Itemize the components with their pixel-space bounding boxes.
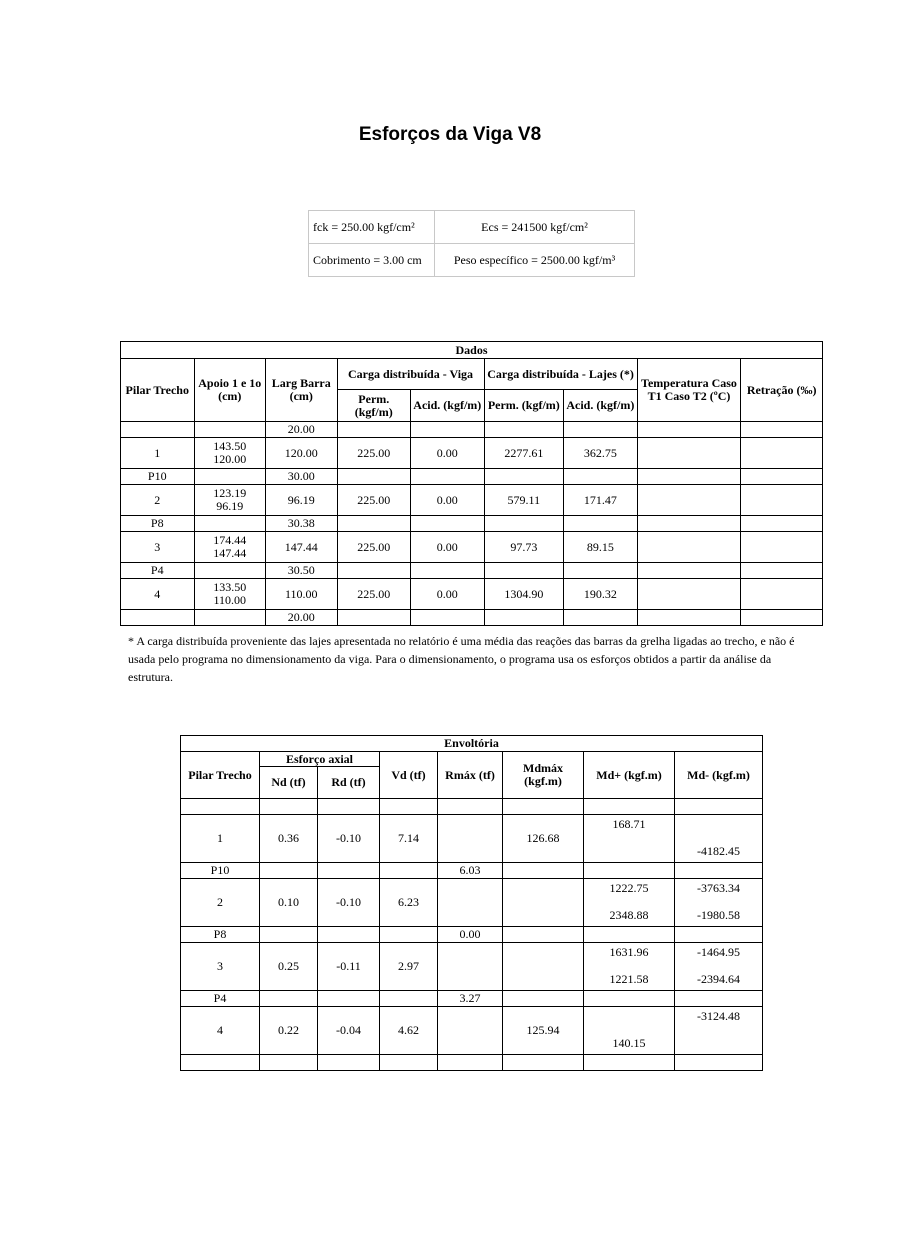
trecho-cell: 2 [181,879,260,927]
retracao-cell [741,438,823,469]
vd-cell: 7.14 [380,815,438,863]
mdmax-cell [503,943,584,991]
viga-perm-cell: 225.00 [337,438,411,469]
nd-cell [260,991,318,1007]
lajes-footnote: * A carga distribuída proveniente das lajes apresentada no relatório é uma média das reações das barras da grelha ligadas ao trecho, e não é usada pelo programa no dimensionamento da viga. Para o dimensionamento, o programa usa os esforços obtidos a partir da análise da estrutura. [128,634,795,684]
table-row [181,991,763,1007]
md-neg-cell [675,1007,763,1055]
rd-cell: -0.10 [318,879,380,927]
empty-cell [564,516,638,532]
table-row [181,927,763,943]
table-row [181,815,763,863]
rmax-cell [438,879,503,927]
header-nd: Nd (tf) [260,767,318,799]
md-pos-bottom-value: 140.15 [612,1036,646,1050]
rmax-cell: 6.03 [438,863,503,879]
mdmax-cell [503,991,584,1007]
lajes-acid-cell: 171.47 [564,485,638,516]
empty-cell [484,469,564,485]
rd-cell [318,799,380,815]
empty-cell [741,610,823,626]
empty-cell [637,610,741,626]
table-row [181,1055,763,1071]
nd-cell: 0.36 [260,815,318,863]
apoio-cell [194,532,266,563]
empty-cell [637,516,741,532]
vd-cell: 2.97 [380,943,438,991]
viga-acid-cell: 0.00 [411,532,485,563]
table-row [181,943,763,991]
rd-cell [318,1055,380,1071]
temperatura-cell [637,579,741,610]
md-neg-cell [675,815,763,863]
md-neg-bottom-value: -1980.58 [697,908,740,922]
lajes-perm-cell: 579.11 [484,485,564,516]
table-row [121,563,823,579]
temperatura-cell [637,438,741,469]
md-pos-cell [584,879,675,927]
rmax-cell [438,799,503,815]
larg-barra-cell: 20.00 [266,610,338,626]
md-pos-cell [584,991,675,1007]
empty-cell [564,422,638,438]
vd-cell [380,799,438,815]
table-row [121,438,823,469]
empty-cell [411,610,485,626]
trecho-cell: 3 [181,943,260,991]
apoio-2-value: 110.00 [213,593,247,607]
header-lajes-perm: Perm. (kgf/m) [484,390,564,422]
table-row [121,485,823,516]
apoio-1-value: 174.44 [213,533,247,547]
md-neg-cell [675,991,763,1007]
md-neg-cell [675,1055,763,1071]
envoltoria-caption: Envoltória [181,736,763,752]
header-pilar-trecho: Pilar Trecho [121,359,195,422]
viga-acid-cell: 0.00 [411,438,485,469]
rmax-cell [438,815,503,863]
larg-barra-cell: 96.19 [266,485,338,516]
peso-especifico-cell: Peso específico = 2500.00 kgf/m³ [435,244,635,277]
rd-cell: -0.10 [318,815,380,863]
viga-perm-cell: 225.00 [337,485,411,516]
empty-cell [337,469,411,485]
trecho-cell: 1 [181,815,260,863]
header-md-neg: Md- (kgf.m) [675,752,763,799]
empty-cell [337,516,411,532]
md-pos-top-value: 168.71 [612,817,646,831]
table-row [121,532,823,563]
table-row [181,1007,763,1055]
nd-cell: 0.25 [260,943,318,991]
empty-cell [564,610,638,626]
empty-cell [411,516,485,532]
md-neg-bottom-value: -2394.64 [697,972,740,986]
empty-cell [741,563,823,579]
table-row [181,863,763,879]
header-pilar-trecho: Pilar Trecho [181,752,260,799]
vd-cell [380,863,438,879]
larg-barra-cell: 110.00 [266,579,338,610]
header-viga-acid: Acid. (kgf/m) [411,390,485,422]
apoio-1-value: 143.50 [213,439,247,453]
header-rmax: Rmáx (tf) [438,752,503,799]
header-mdmax: Mdmáx (kgf.m) [503,752,584,799]
nd-cell [260,927,318,943]
temperatura-cell [637,532,741,563]
empty-cell [741,516,823,532]
nd-cell [260,1055,318,1071]
md-pos-top-value: 1631.96 [609,945,649,959]
mdmax-cell: 126.68 [503,815,584,863]
header-carga-viga: Carga distribuída - Viga [337,359,484,390]
mdmax-cell [503,879,584,927]
vd-cell: 4.62 [380,1007,438,1055]
dados-caption: Dados [121,342,823,359]
md-neg-top-value: -1464.95 [697,945,740,959]
lajes-perm-cell: 2277.61 [484,438,564,469]
md-neg-cell [675,927,763,943]
apoio-1-value: 123.19 [213,486,247,500]
header-lajes-acid: Acid. (kgf/m) [564,390,638,422]
material-properties-table [308,210,635,277]
apoio-cell [194,438,266,469]
lajes-acid-cell: 362.75 [564,438,638,469]
header-rd: Rd (tf) [318,767,380,799]
empty-cell [337,422,411,438]
md-pos-cell [584,815,675,863]
apoio-cell [194,610,266,626]
md-pos-bottom-value: 2348.88 [609,908,649,922]
md-neg-cell [675,943,763,991]
rmax-cell: 0.00 [438,927,503,943]
vd-cell: 6.23 [380,879,438,927]
header-vd: Vd (tf) [380,752,438,799]
pilar-cell: P8 [121,516,195,532]
apoio-2-value: 120.00 [213,452,247,466]
empty-cell [411,422,485,438]
apoio-cell [194,485,266,516]
viga-acid-cell: 0.00 [411,485,485,516]
larg-barra-cell: 30.38 [266,516,338,532]
retracao-cell [741,579,823,610]
md-neg-bottom-value: -4182.45 [697,844,740,858]
empty-cell [564,469,638,485]
apoio-cell [194,469,266,485]
lajes-acid-cell: 190.32 [564,579,638,610]
empty-cell [564,563,638,579]
viga-perm-cell: 225.00 [337,579,411,610]
md-pos-bottom-value [584,845,674,862]
md-pos-cell [584,799,675,815]
vd-cell [380,927,438,943]
empty-cell [411,563,485,579]
md-pos-cell [584,1007,675,1055]
larg-barra-cell: 20.00 [266,422,338,438]
mdmax-cell: 125.94 [503,1007,584,1055]
nd-cell [260,799,318,815]
empty-cell [741,422,823,438]
lajes-perm-cell: 97.73 [484,532,564,563]
pilar-cell: P10 [181,863,260,879]
md-pos-cell [584,1055,675,1071]
larg-barra-cell: 120.00 [266,438,338,469]
md-pos-cell [584,943,675,991]
table-row [121,422,823,438]
md-neg-top-value: -3124.48 [697,1009,740,1023]
md-neg-cell [675,863,763,879]
table-row [121,579,823,610]
apoio-1-value: 133.50 [213,580,247,594]
header-md-pos: Md+ (kgf.m) [584,752,675,799]
viga-acid-cell: 0.00 [411,579,485,610]
nd-cell: 0.22 [260,1007,318,1055]
envoltoria-table [180,735,763,1071]
page-title: Esforços da Viga V8 [358,124,542,145]
empty-cell [484,516,564,532]
header-viga-perm: Perm. (kgf/m) [337,390,411,422]
header-apoio: Apoio 1 e 1o (cm) [194,359,266,422]
md-pos-cell [584,927,675,943]
trecho-cell: 4 [181,1007,260,1055]
header-temperatura: Temperatura Caso T1 Caso T2 (ºC) [637,359,741,422]
pilar-cell [121,610,195,626]
pilar-cell [121,422,195,438]
nd-cell: 0.10 [260,879,318,927]
larg-barra-cell: 30.50 [266,563,338,579]
rmax-cell: 3.27 [438,991,503,1007]
pilar-cell: P10 [121,469,195,485]
header-carga-lajes: Carga distribuída - Lajes (*) [484,359,637,390]
nd-cell [260,863,318,879]
pilar-cell [181,1055,260,1071]
mdmax-cell [503,799,584,815]
larg-barra-cell: 30.00 [266,469,338,485]
md-pos-bottom-value: 1221.58 [609,972,649,986]
mdmax-cell [503,1055,584,1071]
vd-cell [380,1055,438,1071]
ecs-cell: Ecs = 241500 kgf/cm² [435,211,635,244]
empty-cell [484,610,564,626]
temperatura-cell [637,485,741,516]
retracao-cell [741,532,823,563]
apoio-cell [194,563,266,579]
cobrimento-cell: Cobrimento = 3.00 cm [309,244,435,277]
empty-cell [741,469,823,485]
empty-cell [637,563,741,579]
empty-cell [411,469,485,485]
trecho-cell: 3 [121,532,195,563]
rd-cell: -0.11 [318,943,380,991]
table-row [121,516,823,532]
rmax-cell [438,1007,503,1055]
header-retracao: Retração (‰) [741,359,823,422]
empty-cell [484,422,564,438]
rd-cell [318,863,380,879]
vd-cell [380,991,438,1007]
rd-cell [318,927,380,943]
empty-cell [637,422,741,438]
header-larg-barra: Larg Barra (cm) [266,359,338,422]
apoio-2-value: 147.44 [213,546,247,560]
apoio-cell [194,579,266,610]
header-esforco-axial: Esforço axial [260,752,380,767]
apoio-cell [194,516,266,532]
pilar-cell: P4 [181,991,260,1007]
mdmax-cell [503,927,584,943]
rd-cell: -0.04 [318,1007,380,1055]
md-neg-cell [675,799,763,815]
dados-table [120,341,823,626]
md-neg-top-value [675,815,762,832]
trecho-cell: 4 [121,579,195,610]
viga-perm-cell: 225.00 [337,532,411,563]
pilar-cell [181,799,260,815]
pilar-cell: P4 [121,563,195,579]
table-row [121,469,823,485]
rd-cell [318,991,380,1007]
md-pos-cell [584,863,675,879]
rmax-cell [438,943,503,991]
retracao-cell [741,485,823,516]
md-pos-top-value: 1222.75 [609,881,649,895]
empty-cell [484,563,564,579]
trecho-cell: 1 [121,438,195,469]
empty-cell [637,469,741,485]
md-pos-top-value [584,1007,674,1024]
table-row [181,879,763,927]
lajes-acid-cell: 89.15 [564,532,638,563]
larg-barra-cell: 147.44 [266,532,338,563]
rmax-cell [438,1055,503,1071]
empty-cell [337,610,411,626]
trecho-cell: 2 [121,485,195,516]
md-neg-bottom-value [675,1037,762,1054]
mdmax-cell [503,863,584,879]
md-neg-cell [675,879,763,927]
apoio-cell [194,422,266,438]
apoio-2-value: 96.19 [216,499,244,513]
md-neg-top-value: -3763.34 [697,881,740,895]
table-row [121,610,823,626]
fck-cell: fck = 250.00 kgf/cm² [309,211,435,244]
empty-cell [337,563,411,579]
table-row [181,799,763,815]
pilar-cell: P8 [181,927,260,943]
lajes-perm-cell: 1304.90 [484,579,564,610]
